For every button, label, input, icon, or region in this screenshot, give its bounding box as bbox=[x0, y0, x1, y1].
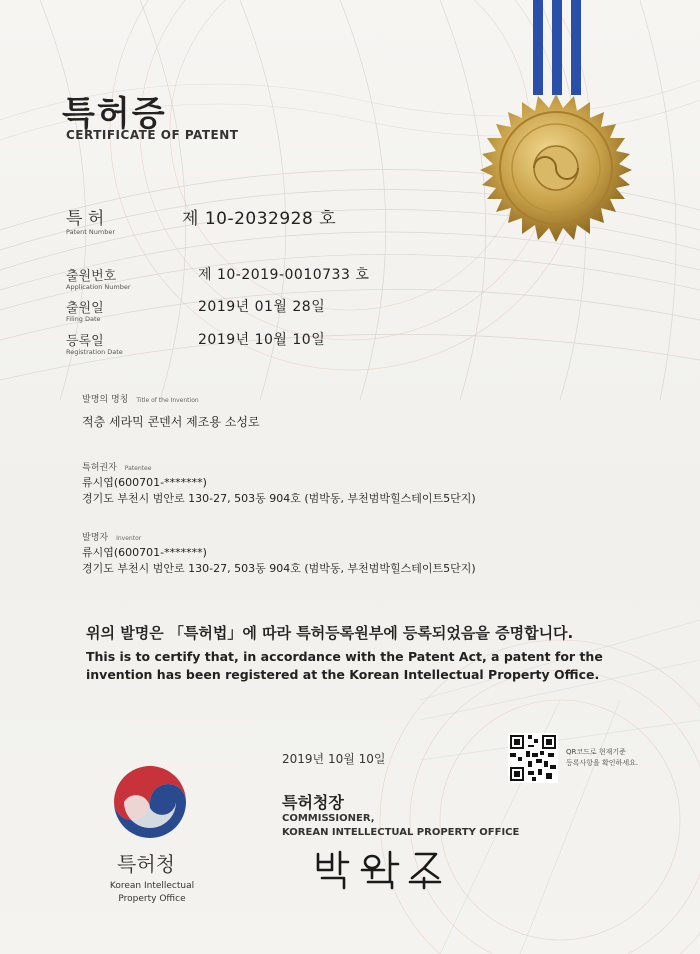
registration-date-value: 2019년 10월 10일 bbox=[198, 332, 326, 348]
inventor-name: 류시엽(600701-*******) bbox=[82, 546, 207, 559]
application-number-label-en: Application Number bbox=[66, 283, 131, 291]
commissioner-en-line2: KOREAN INTELLECTUAL PROPERTY OFFICE bbox=[282, 827, 520, 838]
patent-number-label: 특 허 bbox=[66, 209, 105, 229]
office-name-en bbox=[92, 880, 212, 906]
patentee-address: 경기도 부천시 범안로 130-27, 503동 904호 (범박동, 부천범박힐스테이트5단지) bbox=[82, 492, 476, 505]
invention-title-label-en: Title of the Invention bbox=[136, 397, 199, 404]
office-name-en-line1: Korean Intellectual bbox=[109, 881, 195, 891]
certification-statement-ko: 위의 발명은 「특허법」에 따라 특허등록원부에 등록되었음을 증명합니다. bbox=[86, 624, 574, 642]
filing-date-label-en: Filing Date bbox=[66, 315, 101, 323]
issue-date: 2019년 10월 10일 bbox=[282, 752, 386, 766]
inventor-label-en: Inventor bbox=[116, 535, 142, 542]
patent-number-label-en: Patent Number bbox=[66, 228, 116, 236]
certificate-title: 특허증 bbox=[62, 94, 167, 134]
commissioner-title-en bbox=[282, 812, 519, 840]
inventor-label bbox=[82, 530, 141, 543]
registration-date-label-en: Registration Date bbox=[66, 348, 123, 356]
seal-ribbon bbox=[533, 0, 543, 95]
invention-title-label bbox=[82, 392, 199, 405]
patent-number-value: 제 10-2032928 호 bbox=[182, 209, 337, 229]
patentee-label-ko: 특허권자 bbox=[82, 463, 117, 473]
qr-note-line2: 등록사항을 확인하세요. bbox=[566, 759, 639, 767]
office-name-ko: 특허청 bbox=[117, 852, 175, 876]
application-number-value: 제 10-2019-0010733 호 bbox=[198, 267, 370, 283]
patentee-label-en: Patentee bbox=[124, 465, 152, 472]
commissioner-title: 특허청장 bbox=[282, 793, 344, 812]
commissioner-en-line1: COMMISSIONER, bbox=[282, 813, 375, 824]
taegeuk-logo-icon bbox=[110, 762, 190, 842]
patentee-name: 류시엽(600701-*******) bbox=[82, 476, 207, 489]
registration-date-label: 등록일 bbox=[66, 334, 104, 349]
certification-statement-en: This is to certify that, in accordance with the Patent Act, a patent for the invention has been registered at the Korean Intellectual Property Office. bbox=[86, 649, 603, 682]
inventor-address: 경기도 부천시 범안로 130-27, 503동 904호 (범박동, 부천범박힐스테이트5단지) bbox=[82, 562, 476, 575]
gold-seal-icon bbox=[470, 82, 642, 254]
qr-note-line1: QR코드로 현재기준 bbox=[566, 748, 626, 756]
filing-date-label: 출원일 bbox=[66, 301, 104, 316]
certificate-title-en: CERTIFICATE OF PATENT bbox=[66, 128, 239, 142]
filing-date-value: 2019년 01월 28일 bbox=[198, 299, 326, 315]
invention-title-label-ko: 발명의 명칭 bbox=[82, 395, 129, 405]
application-number-label: 출원번호 bbox=[66, 269, 117, 284]
inventor-label-ko: 발명자 bbox=[82, 533, 109, 543]
invention-title: 적층 세라믹 콘덴서 제조용 소성로 bbox=[82, 415, 260, 429]
qr-note bbox=[566, 747, 638, 769]
office-name-en-line2: Property Office bbox=[118, 894, 186, 904]
qr-code-icon[interactable] bbox=[508, 733, 558, 783]
seal-ribbon bbox=[552, 0, 562, 95]
patentee-label bbox=[82, 460, 151, 473]
seal-ribbon bbox=[571, 0, 581, 95]
commissioner-signature bbox=[312, 846, 462, 890]
